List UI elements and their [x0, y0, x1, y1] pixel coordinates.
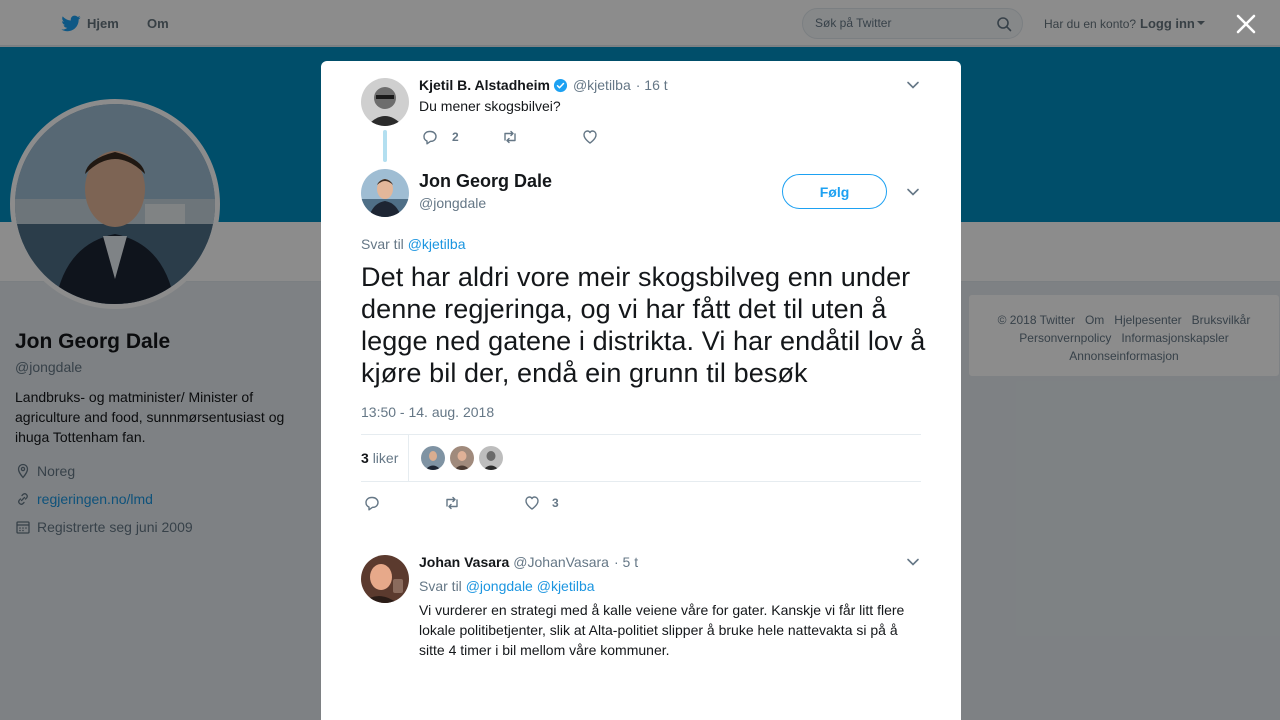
- retweet-icon[interactable]: [501, 128, 519, 146]
- thread-line: [383, 130, 387, 162]
- chevron-down-icon[interactable]: [906, 555, 920, 569]
- nav-home-label: Hjem: [87, 15, 119, 31]
- parent-author-handle[interactable]: @kjetilba: [572, 77, 631, 93]
- likes-summary[interactable]: [361, 450, 398, 466]
- reply-to-handle-link[interactable]: @kjetilba: [407, 236, 466, 252]
- parent-reply-action[interactable]: [421, 128, 459, 146]
- verified-badge-icon: [553, 78, 568, 93]
- reply-tweet-time[interactable]: · 5 t: [613, 554, 639, 570]
- parent-tweet-text: Du mener skogsbilvei?: [419, 98, 561, 114]
- liker-avatar[interactable]: [421, 446, 445, 470]
- location-text: Noreg: [37, 463, 76, 479]
- like-action-count: 3: [552, 496, 559, 510]
- login-link[interactable]: Logg inn: [1140, 16, 1195, 31]
- likes-count: 3: [361, 450, 369, 466]
- liker-avatar[interactable]: [450, 446, 474, 470]
- joined-text: Registrerte seg juni 2009: [37, 519, 193, 535]
- reply-to-prefix: Svar til: [361, 236, 404, 252]
- parent-author-name[interactable]: Kjetil B. Alstadheim: [419, 77, 550, 93]
- parent-tweet-header: [419, 77, 668, 93]
- website-link[interactable]: regjeringen.no/lmd: [37, 491, 153, 507]
- like-action[interactable]: [523, 494, 559, 512]
- main-tweet-timestamp[interactable]: 13:50 - 14. aug. 2018: [361, 404, 495, 420]
- likes-label: liker: [372, 450, 399, 466]
- chevron-down-icon[interactable]: [906, 78, 920, 92]
- footer-link-about[interactable]: Om: [1084, 313, 1105, 327]
- main-author-name[interactable]: Jon Georg Dale: [419, 171, 553, 191]
- divider: [361, 481, 921, 482]
- footer-link-privacy[interactable]: Personvernpolicy: [1019, 331, 1112, 345]
- footer-link-help[interactable]: Hjelpesenter: [1114, 313, 1182, 327]
- profile-name[interactable]: Jon Georg Dale: [15, 330, 171, 353]
- reply-author-name[interactable]: Johan Vasara: [419, 554, 510, 570]
- liker-avatar[interactable]: [479, 446, 503, 470]
- tweet-modal: [321, 61, 961, 720]
- main-author-handle[interactable]: @jongdale: [419, 195, 487, 211]
- reply-tweet-header: [419, 554, 638, 570]
- parent-reply-count: 2: [452, 130, 459, 144]
- nav-about-link[interactable]: Om: [147, 16, 169, 31]
- chevron-down-icon[interactable]: [906, 185, 920, 199]
- close-icon[interactable]: [1232, 10, 1260, 38]
- parent-tweet-time[interactable]: · 16 t: [635, 77, 668, 93]
- footer-copyright: © 2018 Twitter: [997, 313, 1075, 327]
- heart-icon[interactable]: [581, 128, 599, 146]
- reply-icon[interactable]: [363, 494, 381, 512]
- reply-to-prefix: Svar til: [419, 578, 462, 594]
- retweet-icon[interactable]: [443, 494, 461, 512]
- footer-link-ads[interactable]: Annonseinformasjon: [1069, 349, 1179, 363]
- main-tweet-text: Det har aldri vore meir skogsbilveg enn under denne regjeringa, og vi har fått det til uten å legge ned gatene i distrikta. Vi har endåtil lov å kjøre bil der, endå ein grunn til besøk: [361, 262, 926, 388]
- profile-handle[interactable]: @jongdale: [15, 359, 83, 375]
- heart-icon: [523, 494, 541, 512]
- profile-bio: Landbruks- og matminister/ Minister of agriculture and food, sunnmørsentusiast og ihuga Tottenham fan.: [15, 389, 285, 445]
- divider: [361, 434, 921, 435]
- reply-to-handles-link[interactable]: @jongdale @kjetilba: [465, 578, 595, 594]
- follow-button[interactable]: Følg: [782, 174, 887, 209]
- main-reply-to: [361, 236, 465, 252]
- footer-link-cookies[interactable]: Informasjonskapsler: [1121, 331, 1229, 345]
- reply-tweet-text: Vi vurderer en strategi med å kalle veiene våre for gater. Kanskje vi får litt flere lokale politibetjenter, slik at Alta-politiet slipper å bruke hele nattevakta si på å sitte 4 timer i bil mellom våre kommuner.: [419, 602, 905, 658]
- reply-icon: [421, 128, 439, 146]
- login-question: Har du en konto?: [1044, 17, 1137, 31]
- johan-avatar[interactable]: [361, 555, 409, 603]
- footer-link-terms[interactable]: Bruksvilkår: [1191, 313, 1251, 327]
- reply-author-handle[interactable]: @JohanVasara: [513, 554, 609, 570]
- kjetil-avatar[interactable]: [361, 78, 409, 126]
- stats-separator: [408, 435, 409, 481]
- reply-tweet-reply-to: [419, 578, 595, 594]
- jon-avatar[interactable]: [361, 169, 409, 217]
